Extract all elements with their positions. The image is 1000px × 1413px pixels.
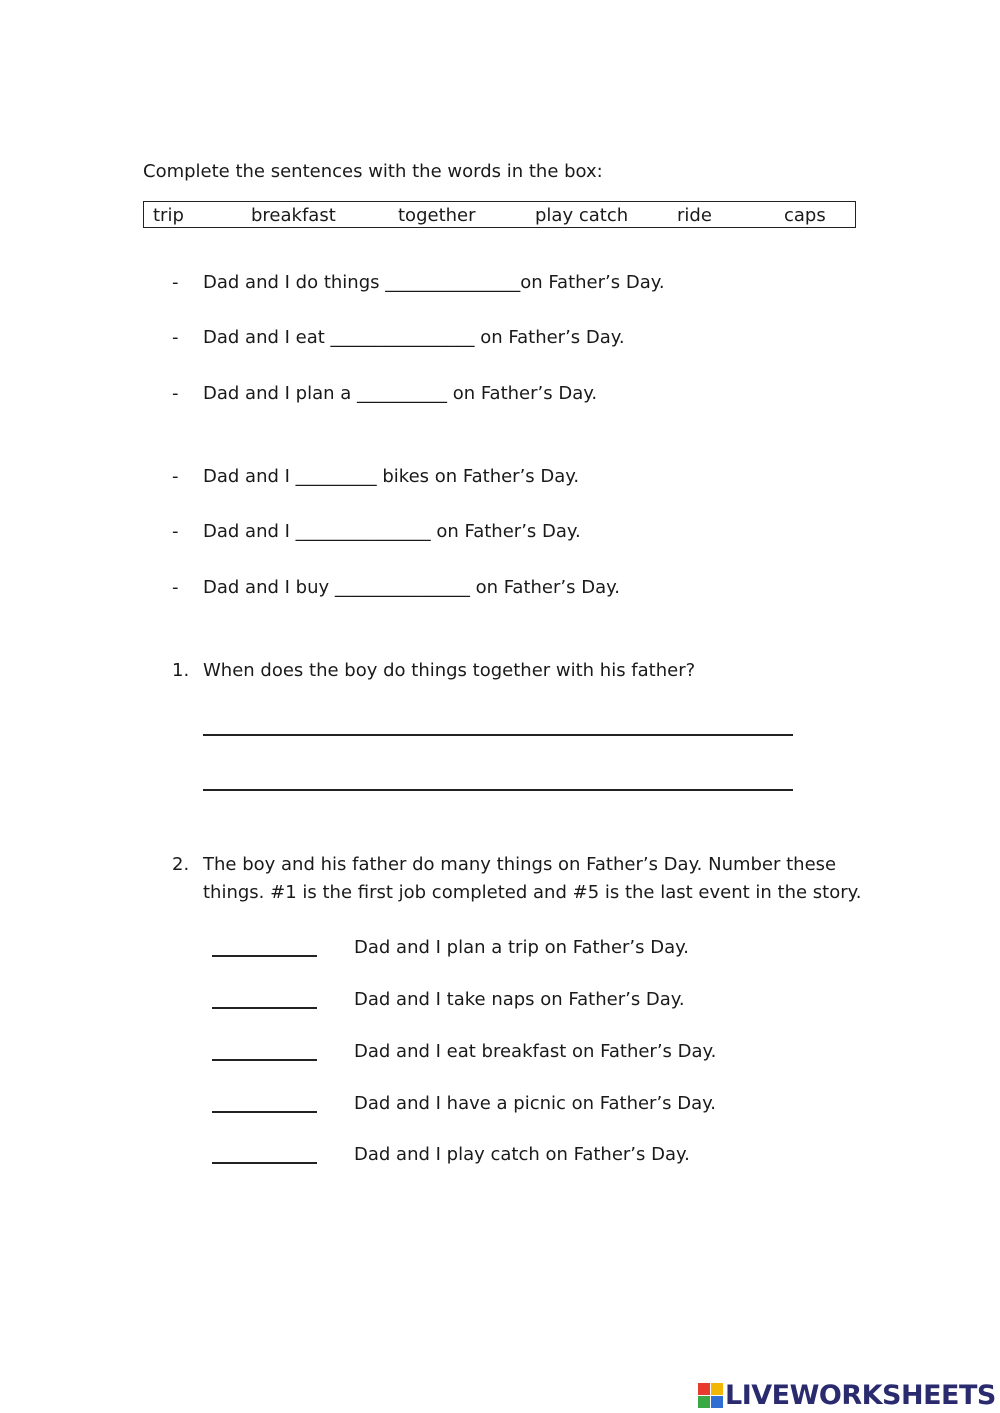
fill-sentence-5[interactable]: Dad and I _______________ on Father’s Day. bbox=[203, 521, 581, 542]
liveworksheets-logo bbox=[698, 1378, 996, 1412]
order-blank-2[interactable] bbox=[212, 1007, 317, 1009]
sentence-bullet: - bbox=[172, 577, 179, 598]
logo-square-red bbox=[698, 1383, 710, 1395]
question-2-line-2: things. #1 is the first job completed and #5 is the last event in the story. bbox=[203, 882, 862, 903]
fill-sentence-2[interactable]: Dad and I eat ________________ on Father’s Day. bbox=[203, 327, 625, 348]
sentence-bullet: - bbox=[172, 327, 179, 348]
fill-sentence-4[interactable]: Dad and I _________ bikes on Father’s Day. bbox=[203, 466, 580, 487]
logo-text: LIVEWORKSHEETS bbox=[725, 1379, 996, 1411]
logo-square-yellow bbox=[711, 1383, 723, 1395]
sentence-bullet: - bbox=[172, 466, 179, 487]
order-item-1: Dad and I plan a trip on Father’s Day. bbox=[354, 937, 689, 958]
question-1-text: When does the boy do things together with his father? bbox=[203, 660, 696, 681]
order-item-4: Dad and I have a picnic on Father’s Day. bbox=[354, 1093, 716, 1114]
question-1-number: 1. bbox=[172, 660, 190, 681]
logo-square-blue bbox=[711, 1396, 723, 1408]
word-play-catch: play catch bbox=[535, 205, 629, 226]
fill-sentence-1[interactable]: Dad and I do things _______________on Father’s Day. bbox=[203, 272, 665, 293]
instruction-text: Complete the sentences with the words in the box: bbox=[143, 161, 603, 182]
order-item-5: Dad and I play catch on Father’s Day. bbox=[354, 1144, 690, 1165]
order-blank-3[interactable] bbox=[212, 1059, 317, 1061]
word-together: together bbox=[398, 205, 476, 226]
answer-line-1[interactable] bbox=[203, 734, 793, 736]
fill-sentence-6[interactable]: Dad and I buy _______________ on Father’s Day. bbox=[203, 577, 620, 598]
sentence-bullet: - bbox=[172, 383, 179, 404]
logo-square-green bbox=[698, 1396, 710, 1408]
word-box bbox=[143, 201, 856, 228]
question-2-number: 2. bbox=[172, 854, 190, 875]
sentence-bullet: - bbox=[172, 272, 179, 293]
word-caps: caps bbox=[784, 205, 826, 226]
word-trip: trip bbox=[153, 205, 184, 226]
fill-sentence-3[interactable]: Dad and I plan a __________ on Father’s Day. bbox=[203, 383, 598, 404]
order-blank-1[interactable] bbox=[212, 955, 317, 957]
question-2-line-1: The boy and his father do many things on Father’s Day. Number these bbox=[203, 854, 837, 875]
order-blank-4[interactable] bbox=[212, 1111, 317, 1113]
order-item-2: Dad and I take naps on Father’s Day. bbox=[354, 989, 685, 1010]
word-breakfast: breakfast bbox=[251, 205, 336, 226]
sentence-bullet: - bbox=[172, 521, 179, 542]
answer-line-2[interactable] bbox=[203, 789, 793, 791]
logo-mark-icon bbox=[698, 1383, 723, 1408]
order-item-3: Dad and I eat breakfast on Father’s Day. bbox=[354, 1041, 717, 1062]
word-ride: ride bbox=[677, 205, 712, 226]
order-blank-5[interactable] bbox=[212, 1162, 317, 1164]
